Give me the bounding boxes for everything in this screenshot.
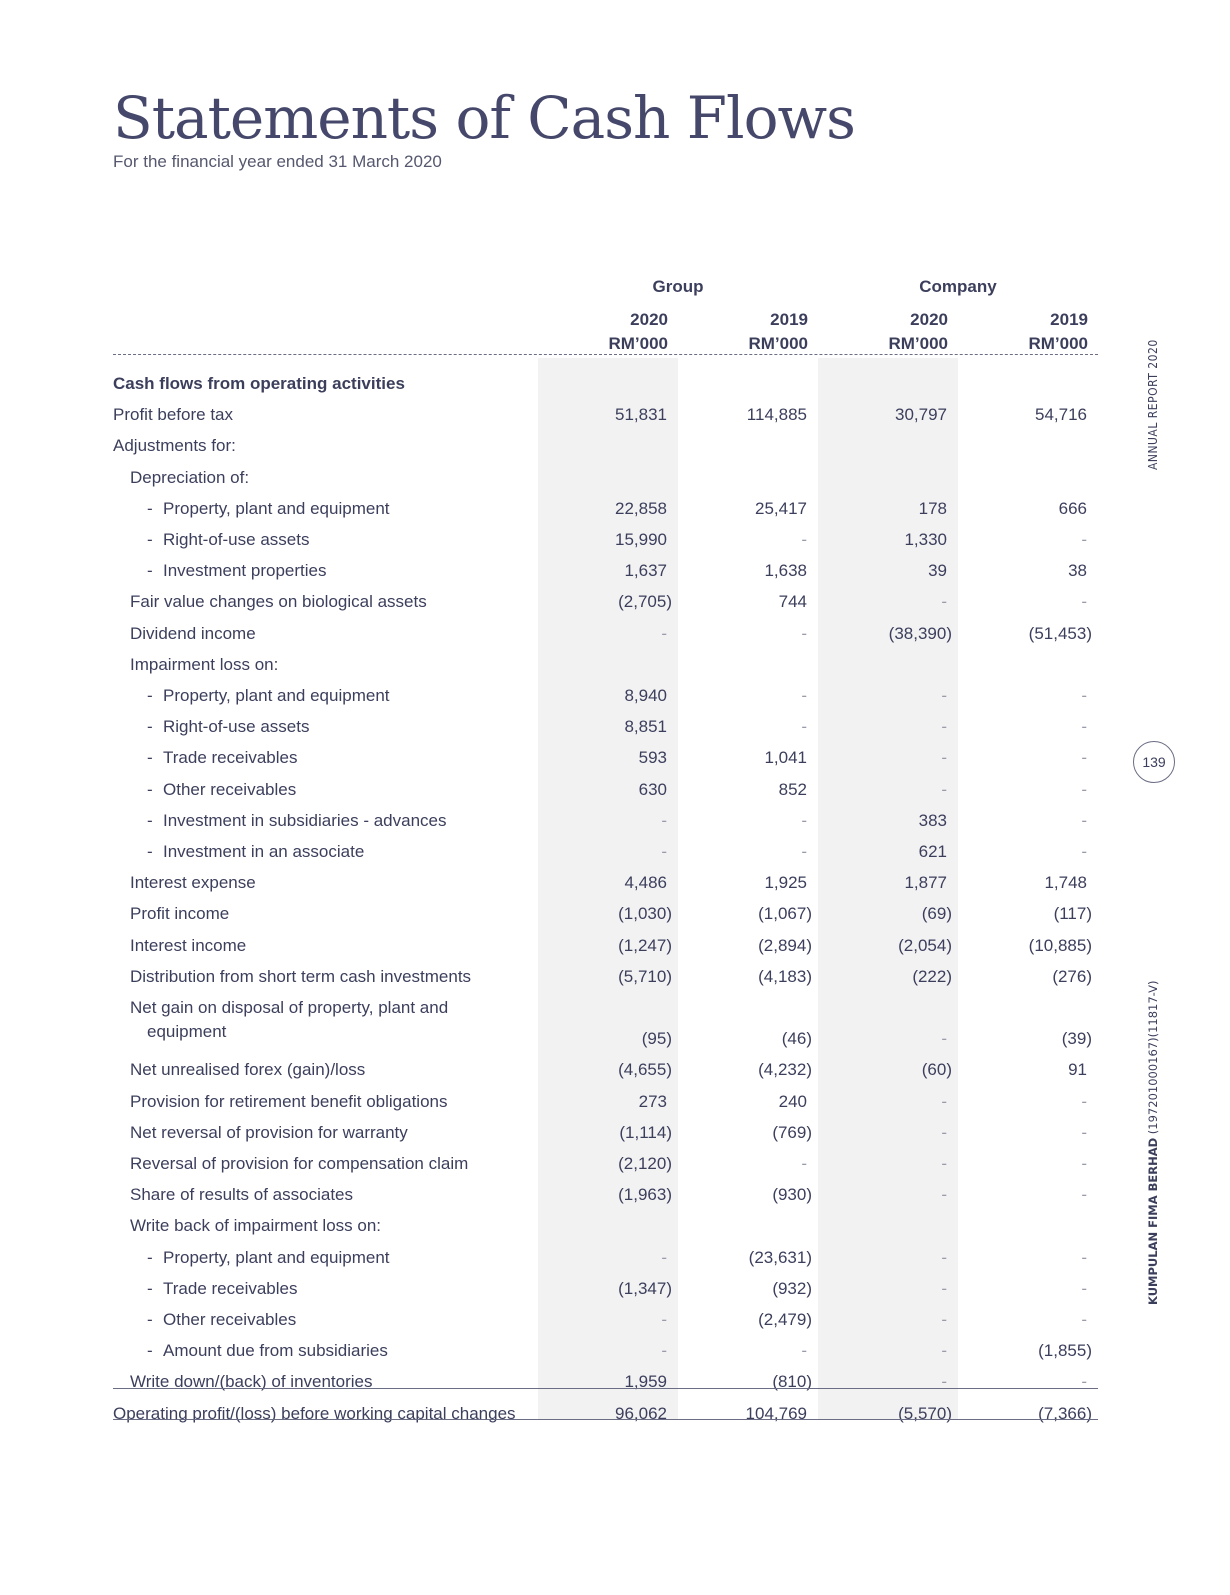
table-cell: - [941, 1092, 947, 1111]
table-cell: (932) [772, 1279, 812, 1298]
table-cell: (930) [772, 1185, 812, 1204]
table-row [0, 1214, 1100, 1245]
table-row [0, 372, 1100, 403]
page-title: Statements of Cash Flows [113, 84, 855, 152]
table-cell: (60) [921, 1060, 952, 1079]
table-cell: - [661, 624, 667, 643]
table-cell: - [941, 1029, 947, 1048]
table-cell: (2,705) [618, 592, 672, 611]
row-label-text: Write down/(back) of inventories [130, 1372, 373, 1391]
table-row [0, 902, 1100, 933]
table-cell: (46) [781, 1029, 812, 1048]
table-cell: (2,894) [758, 936, 812, 955]
row-label-text: Amount due from subsidiaries [163, 1341, 388, 1360]
column-header-company-2019 [960, 308, 1088, 356]
table-cell: (222) [912, 967, 952, 986]
table-row [0, 622, 1100, 653]
table-cell: - [1081, 748, 1087, 767]
row-label-text: Property, plant and equipment [163, 1248, 390, 1267]
table-row [0, 528, 1100, 559]
row-label-text: Reversal of provision for compensation claim [130, 1154, 469, 1173]
row-label [147, 840, 364, 864]
table-row [0, 715, 1100, 746]
table-cell: 1,925 [764, 873, 807, 892]
row-label [130, 902, 229, 926]
table-cell: 1,637 [624, 561, 667, 580]
row-label-text: Write back of impairment loss on: [130, 1216, 381, 1235]
row-label-text: Investment properties [163, 561, 327, 580]
table-cell: (4,183) [758, 967, 812, 986]
table-cell: (769) [772, 1123, 812, 1142]
row-label-text: Interest expense [130, 873, 256, 892]
table-cell: - [1081, 842, 1087, 861]
table-cell: - [941, 1279, 947, 1298]
group-header: Group [652, 277, 704, 296]
table-cell: (1,114) [619, 1123, 672, 1142]
row-label [113, 434, 236, 458]
table-cell: - [1081, 1154, 1087, 1173]
table-cell: (7,366) [1038, 1404, 1092, 1423]
row-label [147, 559, 326, 583]
row-label-text: Provision for retirement benefit obligations [130, 1092, 448, 1111]
row-label [147, 778, 296, 802]
company-footer [1146, 981, 1160, 1306]
row-label [147, 528, 309, 552]
table-cell: - [661, 811, 667, 830]
subtotal-rule-bottom [113, 1419, 1098, 1420]
table-cell: - [1081, 1123, 1087, 1142]
row-label [147, 684, 390, 708]
table-row [0, 684, 1100, 715]
row-label [113, 372, 405, 396]
table-row [0, 559, 1100, 590]
column-unit: RM’000 [608, 334, 668, 353]
table-cell: - [1081, 530, 1087, 549]
table-cell: 8,940 [624, 686, 667, 705]
table-row [0, 840, 1100, 871]
table-cell: - [941, 686, 947, 705]
row-label [130, 871, 256, 895]
table-row [0, 1277, 1100, 1308]
table-cell: (95) [641, 1029, 672, 1048]
row-label-text: Net unrealised forex (gain)/loss [130, 1060, 366, 1079]
table-cell: 621 [918, 842, 947, 861]
table-cell: - [661, 1341, 667, 1360]
row-label [130, 1058, 365, 1082]
row-bullet: - [147, 1248, 153, 1267]
page-number: 139 [1133, 741, 1175, 783]
table-cell: - [941, 1248, 947, 1267]
table-cell: (4,655) [618, 1060, 672, 1079]
table-cell: (39) [1061, 1029, 1092, 1048]
table-cell: (23,631) [748, 1248, 812, 1267]
table-row [0, 809, 1100, 840]
table-cell: - [1081, 686, 1087, 705]
row-bullet: - [147, 1279, 153, 1298]
table-cell: - [1081, 1092, 1087, 1111]
company-header: Company [919, 277, 997, 296]
table-cell: 852 [778, 780, 807, 799]
row-label-text: Property, plant and equipment [163, 499, 390, 518]
table-cell: 1,330 [904, 530, 947, 549]
table-cell: (4,232) [758, 1060, 812, 1079]
row-label [147, 746, 298, 770]
table-cell: - [941, 748, 947, 767]
table-row [0, 653, 1100, 684]
table-cell: - [801, 717, 807, 736]
table-cell: (1,247) [618, 936, 672, 955]
header-divider [113, 354, 1098, 355]
table-cell: 8,851 [624, 717, 667, 736]
table-cell: 1,877 [904, 873, 947, 892]
row-label-text: Depreciation of: [130, 468, 250, 487]
table-cell: 383 [918, 811, 947, 830]
table-cell: - [801, 686, 807, 705]
table-cell: - [1081, 1372, 1087, 1391]
table-cell: (51,453) [1028, 624, 1092, 643]
company-name: KUMPULAN FIMA BERHAD [1146, 1137, 1160, 1305]
table-cell: (2,120) [618, 1154, 672, 1173]
row-label [130, 996, 448, 1044]
row-label-continuation: equipment [147, 1022, 227, 1041]
row-label [130, 1214, 381, 1238]
table-row [0, 778, 1100, 809]
table-cell: (117) [1053, 904, 1092, 923]
table-cell: - [941, 1372, 947, 1391]
table-row [0, 1121, 1100, 1152]
row-label [130, 1152, 468, 1176]
table-cell: 1,959 [624, 1372, 667, 1391]
table-cell: 39 [928, 561, 947, 580]
table-cell: 240 [778, 1092, 807, 1111]
table-cell: 1,748 [1044, 873, 1087, 892]
row-label [130, 590, 427, 614]
table-cell: - [941, 1185, 947, 1204]
row-label-text: Cash flows from operating activities [113, 374, 405, 393]
row-label [147, 809, 446, 833]
table-cell: 4,486 [624, 873, 667, 892]
row-label-text: Fair value changes on biological assets [130, 592, 427, 611]
table-cell: (276) [1052, 967, 1092, 986]
row-label [147, 1339, 388, 1363]
table-row [0, 965, 1100, 996]
table-row [0, 466, 1100, 497]
row-bullet: - [147, 686, 153, 705]
row-bullet: - [147, 1310, 153, 1329]
row-label-text: Distribution from short term cash investments [130, 967, 472, 986]
table-cell: (1,963) [618, 1185, 672, 1204]
row-bullet: - [147, 530, 153, 549]
row-label [130, 1121, 408, 1145]
table-cell: - [941, 1123, 947, 1142]
table-cell: - [661, 1248, 667, 1267]
row-bullet: - [147, 748, 153, 767]
table-cell: (2,054) [898, 936, 952, 955]
row-label [130, 934, 246, 958]
row-label-text: Share of results of associates [130, 1185, 354, 1204]
row-bullet: - [147, 561, 153, 580]
table-row [0, 996, 1100, 1048]
row-label-text: Other receivables [163, 780, 297, 799]
row-label [147, 715, 309, 739]
table-cell: - [1081, 811, 1087, 830]
annual-report-label: ANNUAL REPORT 2020 [1146, 339, 1160, 470]
row-label-text: Operating profit/(loss) before working capital changes [113, 1404, 516, 1423]
table-cell: 15,990 [615, 530, 667, 549]
row-label [130, 1090, 448, 1114]
table-row [0, 1308, 1100, 1339]
table-cell: (5,570) [898, 1404, 952, 1423]
table-row [0, 1370, 1100, 1401]
row-label-text: Investment in subsidiaries - advances [163, 811, 447, 830]
row-label-text: Adjustments for: [113, 436, 236, 455]
row-label-text: Right-of-use assets [163, 530, 310, 549]
table-cell: (69) [921, 904, 952, 923]
table-cell: (38,390) [888, 624, 952, 643]
table-row [0, 746, 1100, 777]
row-label-text: Property, plant and equipment [163, 686, 390, 705]
table-cell: - [1081, 780, 1087, 799]
column-header-company-2020 [820, 308, 948, 356]
table-cell: 593 [638, 748, 667, 767]
row-label [130, 1183, 353, 1207]
row-bullet: - [147, 811, 153, 830]
table-cell: 1,041 [764, 748, 807, 767]
row-label [147, 497, 390, 521]
table-cell: 666 [1058, 499, 1087, 518]
row-label [113, 403, 233, 427]
row-label-text: Dividend income [130, 624, 256, 643]
table-cell: 54,716 [1035, 405, 1087, 424]
table-cell: 30,797 [895, 405, 947, 424]
table-cell: 114,885 [746, 405, 807, 424]
table-cell: (1,030) [618, 904, 672, 923]
table-cell: - [941, 717, 947, 736]
row-label-text: Right-of-use assets [163, 717, 310, 736]
row-label [130, 466, 249, 490]
row-label [130, 653, 278, 677]
table-cell: 38 [1068, 561, 1087, 580]
table-row [0, 403, 1100, 434]
table-row [0, 1152, 1100, 1183]
table-cell: 273 [638, 1092, 667, 1111]
row-label [130, 622, 256, 646]
table-cell: 1,638 [764, 561, 807, 580]
table-cell: - [801, 842, 807, 861]
table-row [0, 934, 1100, 965]
row-label-text: Profit income [130, 904, 230, 923]
table-cell: - [801, 1341, 807, 1360]
row-label-text: Profit before tax [113, 405, 234, 424]
column-year: 2019 [1050, 310, 1088, 329]
column-year: 2020 [630, 310, 668, 329]
table-cell: (2,479) [758, 1310, 812, 1329]
subtotal-rule-top [113, 1388, 1098, 1389]
table-cell: 104,769 [745, 1404, 807, 1423]
table-row [0, 1090, 1100, 1121]
table-cell: 22,858 [615, 499, 667, 518]
row-label [147, 1277, 298, 1301]
row-label-text: Other receivables [163, 1310, 297, 1329]
table-cell: - [941, 1310, 947, 1329]
table-row [0, 1183, 1100, 1214]
table-cell: - [941, 592, 947, 611]
table-row [0, 871, 1100, 902]
table-row [0, 590, 1100, 621]
table-cell: - [941, 780, 947, 799]
table-cell: - [801, 1154, 807, 1173]
row-label-text: Interest income [130, 936, 247, 955]
table-row [0, 1058, 1100, 1089]
table-cell: (810) [772, 1372, 812, 1391]
table-cell: 25,417 [755, 499, 807, 518]
row-bullet: - [147, 499, 153, 518]
row-label [147, 1308, 296, 1332]
column-year: 2019 [770, 310, 808, 329]
table-cell: 96,062 [615, 1404, 667, 1423]
table-cell: - [801, 530, 807, 549]
row-label-text: Impairment loss on: [130, 655, 279, 674]
column-unit: RM’000 [1028, 334, 1088, 353]
table-cell: - [1081, 717, 1087, 736]
column-unit: RM’000 [748, 334, 808, 353]
row-bullet: - [147, 842, 153, 861]
table-cell: - [661, 842, 667, 861]
table-row [0, 1246, 1100, 1277]
table-row [0, 1402, 1100, 1433]
table-cell: (10,885) [1028, 936, 1092, 955]
table-cell: - [1081, 1279, 1087, 1298]
table-cell: (1,855) [1038, 1341, 1092, 1360]
row-label-text: Net gain on disposal of property, plant and [130, 998, 449, 1017]
page-subtitle: For the financial year ended 31 March 2020 [113, 152, 442, 171]
column-year: 2020 [910, 310, 948, 329]
row-label-text: Net reversal of provision for warranty [130, 1123, 408, 1142]
column-unit: RM’000 [888, 334, 948, 353]
table-row [0, 1339, 1100, 1370]
table-cell: 51,831 [615, 405, 667, 424]
table-row [0, 497, 1100, 528]
row-bullet: - [147, 717, 153, 736]
table-row [0, 434, 1100, 465]
row-label-text: Trade receivables [163, 748, 298, 767]
table-cell: - [801, 811, 807, 830]
table-cell: 744 [778, 592, 807, 611]
column-header-group-2020 [540, 308, 668, 356]
table-cell: - [941, 1154, 947, 1173]
table-cell: (1,067) [758, 904, 812, 923]
table-cell: - [1081, 1185, 1087, 1204]
row-bullet: - [147, 780, 153, 799]
row-bullet: - [147, 1341, 153, 1360]
row-label [130, 1370, 373, 1394]
table-cell: - [661, 1310, 667, 1329]
table-cell: - [801, 624, 807, 643]
table-cell: (5,710) [618, 967, 672, 986]
table-cell: - [1081, 1248, 1087, 1267]
row-label-text: Investment in an associate [163, 842, 365, 861]
column-header-group-2019 [680, 308, 808, 356]
table-cell: - [1081, 592, 1087, 611]
row-label-text: Trade receivables [163, 1279, 298, 1298]
table-cell: (1,347) [618, 1279, 672, 1298]
row-label [130, 965, 471, 989]
table-cell: - [941, 1341, 947, 1360]
company-registration: (197201000167)(11817-V) [1146, 980, 1160, 1135]
row-label [147, 1246, 390, 1270]
table-cell: - [1081, 1310, 1087, 1329]
row-label [113, 1402, 516, 1426]
table-cell: 178 [918, 499, 947, 518]
table-cell: 630 [638, 780, 667, 799]
table-cell: 91 [1068, 1060, 1087, 1079]
